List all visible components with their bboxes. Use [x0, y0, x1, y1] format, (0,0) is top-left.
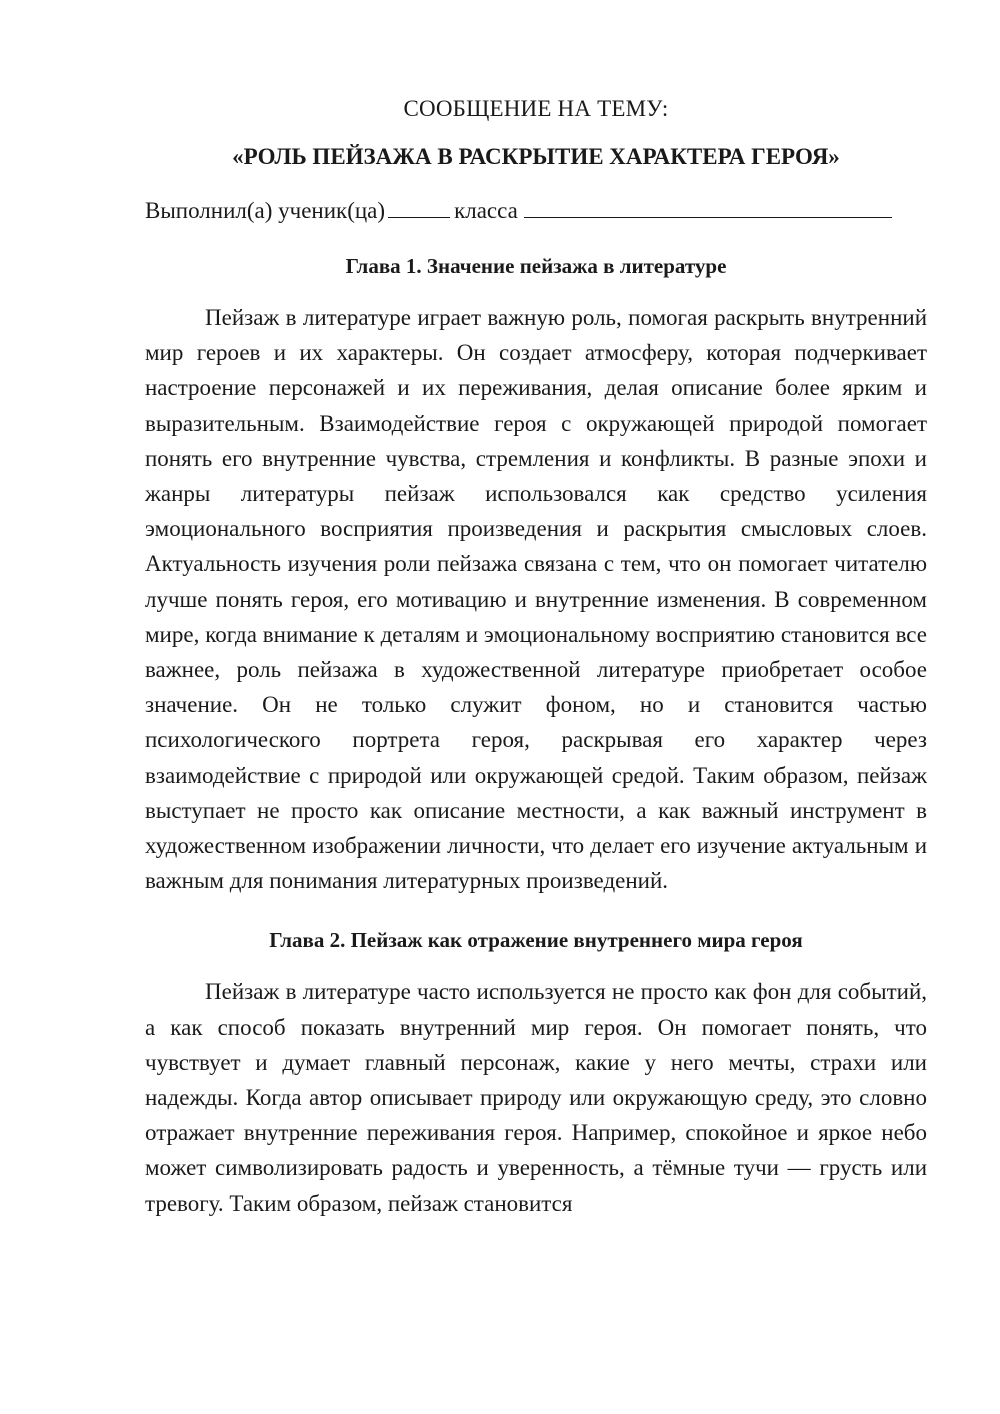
- student-name-blank: [524, 197, 892, 218]
- chapter-2-paragraph: Пейзаж в литературе часто используется не просто как фон для событий, а как способ показать внутренний мир героя. Он помогает понять, что чувствует и думает главный персонаж, какие у него мечты, страхи или надежды. Когда автор описывает природу или окружающую среду, это словно отражает внутренние переживания героя. Например, спокойное и яркое небо может символизировать радость и уверенность, а тёмные тучи — грусть или тревогу. Таким образом, пейзаж становится: [145, 979, 927, 1216]
- document-page: [145, 92, 927, 1221]
- chapter-1-paragraph: Пейзаж в литературе играет важную роль, помогая раскрыть внутренний мир героев и их характеры. Он создает атмосферу, которая подчеркивает настроение персонажей и их переживания, делая описание более ярким и выразительным. Взаимодействие героя с окружающей природой помогает понять его внутренние чувства, стремления и конфликты. В разные эпохи и жанры литературы пейзаж использовался как средство усиления эмоционального восприятия произведения и раскрытия смысловых слоев. Актуальность изучения роли пейзажа связана с тем, что он помогает читателю лучше понять героя, его мотивацию и внутренние изменения. В современном мире, когда внимание к деталям и эмоциональному восприятию становится все важнее, роль пейзажа в художественной литературе приобретает особое значение. Он не только служит фоном, но и становится частью психологического портрета героя, раскрывая его характер через взаимодействие с природой или окружающей средой. Таким образом, пейзаж выступает не просто как описание местности, а как важный инструмент в художественном изображении личности, что делает его изучение актуальным и важным для понимания литературных произведений.: [145, 305, 927, 894]
- chapter-1-title: Глава 1. Значение пейзажа в литературе: [345, 254, 727, 278]
- author-prefix: Выполнил(а) ученик(ца): [145, 198, 386, 223]
- document-title-line-2: «РОЛЬ ПЕЙЗАЖА В РАСКРЫТИЕ ХАРАКТЕРА ГЕРОЯ»: [232, 144, 840, 169]
- chapter-2-title: Глава 2. Пейзаж как отражение внутреннего мира героя: [269, 928, 803, 953]
- document-title-line-1: СООБЩЕНИЕ НА ТЕМУ:: [403, 96, 669, 121]
- author-line: [145, 194, 927, 228]
- class-number-blank: [388, 197, 450, 218]
- class-label: класса: [454, 198, 518, 223]
